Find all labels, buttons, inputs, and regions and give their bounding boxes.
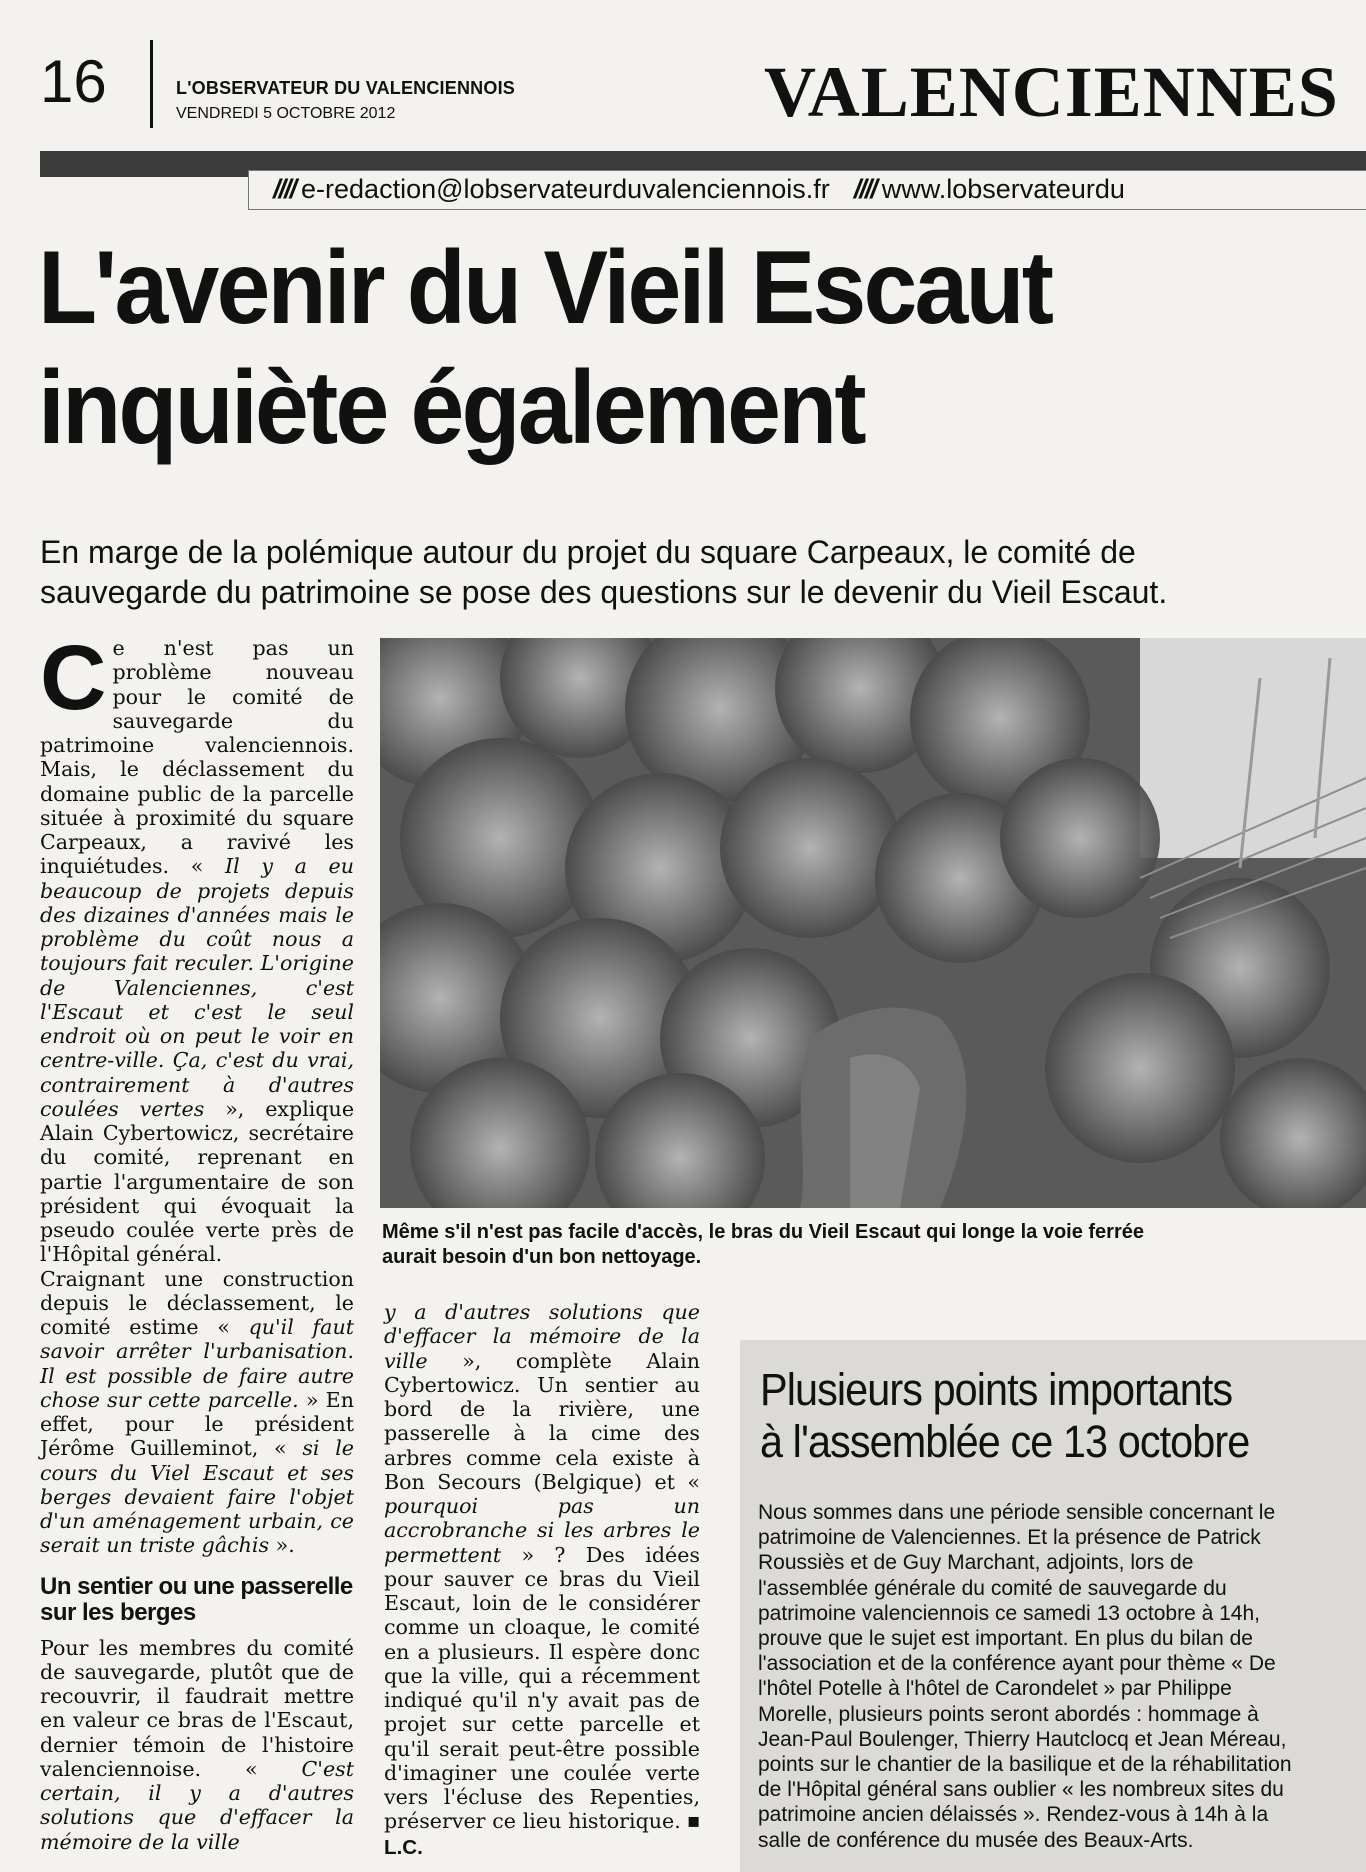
paragraph: y a d'autres solutions que d'effacer la mémoire de la ville », complète Alain Cybertowicz. Un sentier au bord de la rivière, une passerelle à la cime des arbres comme cela existe à Bon Secours (Belgique) et « pourquoi pas un accrobranche si les arbres le permettent » ? Des idées pour sauver ce bras du Vieil Escaut, loin de le considérer comme un cloaque, le comité en a plusieurs. Il espère donc que la ville, qui a récemment indiqué qu'il n'y avait pas de projet sur cette parcelle et qu'il serait peut-être possible d'imaginer une coulée verte vers l'écluse des Repenties, préserver ce lieu historique. ■ L.C. xyxy=(384,1300,700,1859)
sidebar-line: l'assemblée générale du comité de sauvegarde du xyxy=(758,1576,1227,1600)
sidebar-line: Nous sommes dans une période sensible concernant le xyxy=(758,1501,1276,1524)
sidebar-line: de l'Hôpital général sans oublier « les nombreux sites du xyxy=(758,1778,1284,1802)
slash-mark-icon: //// xyxy=(273,174,296,204)
website-link[interactable]: www.lobservateurdu xyxy=(881,174,1125,204)
publication-name: L'OBSERVATEUR DU VALENCIENNOIS xyxy=(176,78,515,98)
publication-date: VENDREDI 5 OCTOBRE 2012 xyxy=(176,105,396,122)
headline xyxy=(38,228,1266,468)
article-column-1 xyxy=(40,627,355,1854)
sidebar-line: Roussiès et de Guy Marchant, adjoints, lors de xyxy=(758,1551,1194,1575)
headline-line: inquiète également xyxy=(38,350,864,466)
sidebar-line: Morelle, plusieurs points seront abordés : hommage à xyxy=(758,1702,1259,1726)
river-foliage-image xyxy=(380,638,1366,1208)
lede xyxy=(40,532,1340,612)
article-column-2 xyxy=(384,1300,700,1860)
subheading: Un sentier ou une passerelle sur les berges xyxy=(40,1572,353,1626)
paragraph: Craignant une construction depuis le déclassement, le comité estime « qu'il faut savoir arrêter l'urbanisation. Il est possible de faire autre chose sur cette parcelle. » En effet, pour le président Jérôme Guilleminot, « si le cours du Viel Escaut et ses berges devaient faire l'objet d'un aménagement urbain, ce serait un triste gâchis ». xyxy=(40,1266,354,1558)
lede-line: En marge de la polémique autour du projet du square Carpeaux, le comité de xyxy=(40,534,1136,570)
slash-mark-icon: //// xyxy=(853,174,876,204)
paragraph: Pour les membres du comité de sauvegarde, plutôt que de recouvrir, il faudrait mettre en valeur ce bras de l'Escaut, dernier témoin de l'histoire valenciennoise. « C'est certain, il y a d'autres solutions que d'effacer la mémoire de la ville xyxy=(40,1635,354,1854)
sidebar-line: patrimoine ancien délaissés ». Rendez-vous à 14h à la xyxy=(758,1803,1269,1827)
byline: ■ L.C. xyxy=(384,1810,700,1859)
sidebar-line: patrimoine de Valenciennes. Et la présence de Patrick xyxy=(758,1526,1261,1550)
sidebar-line: patrimoine valenciennois ce samedi 13 octobre à 14h, xyxy=(758,1601,1260,1625)
contact-strip xyxy=(248,170,1366,210)
lede-line: sauvegarde du patrimoine se pose des questions sur le devenir du Vieil Escaut. xyxy=(40,574,1168,610)
sidebar-line: points sur le chantier de la basilique et de la réhabilitation xyxy=(758,1753,1292,1777)
article-photo xyxy=(380,638,1366,1208)
sidebar-title: Plusieurs points importants à l'assemblée ce 13 octobre xyxy=(760,1364,1250,1467)
drop-cap: C xyxy=(40,627,107,729)
page-number: 16 xyxy=(40,48,107,115)
sidebar-line: prouve que le sujet est important. En plus du bilan de xyxy=(758,1627,1253,1651)
sidebar-line: salle de conférence du musée des Beaux-Arts. xyxy=(758,1828,1194,1852)
sidebar-line: l'hôtel Potelle à l'hôtel de Carondelet » par Philippe xyxy=(758,1677,1232,1701)
sidebar-text xyxy=(758,1500,1366,1853)
paragraph: Ce n'est pas un problème nouveau pour le comité de sauvegarde du patrimoine valenciennois. Mais, le déclassement du domaine public de la parcelle située à proximité du square Carpeaux, a ravivé les inquiétudes. « Il y a eu beaucoup de projets depuis des dizaines d'années mais le problème du coût nous a toujours fait reculer. L'origine de Valenciennes, c'est l'Escaut et c'est le seul endroit où on peut le voir en centre-ville. Ça, c'est du vrai, contrairement à d'autres coulées vertes », explique Alain Cybertowicz, secrétaire du comité, reprenant en partie l'argumentaire de son président qui évoquait la pseudo coulée verte près de l'Hôpital général. xyxy=(40,627,355,1267)
email-link[interactable]: e-redaction@lobservateurduvalenciennois.fr xyxy=(301,174,830,204)
sidebar-line: l'association et de la conférence ayant pour thème « De xyxy=(758,1652,1276,1676)
header-divider xyxy=(150,40,153,128)
photo-caption: Même s'il n'est pas facile d'accès, le bras du Vieil Escaut qui longe la voie ferrée aurait besoin d'un bon nettoyage. xyxy=(382,1221,1144,1268)
sidebar-line: Jean-Paul Boulenger, Thierry Hautclocq et Jean Méreau, xyxy=(758,1727,1287,1751)
section-title: VALENCIENNES xyxy=(764,52,1339,132)
headline-line: L'avenir du Vieil Escaut xyxy=(38,230,1052,346)
